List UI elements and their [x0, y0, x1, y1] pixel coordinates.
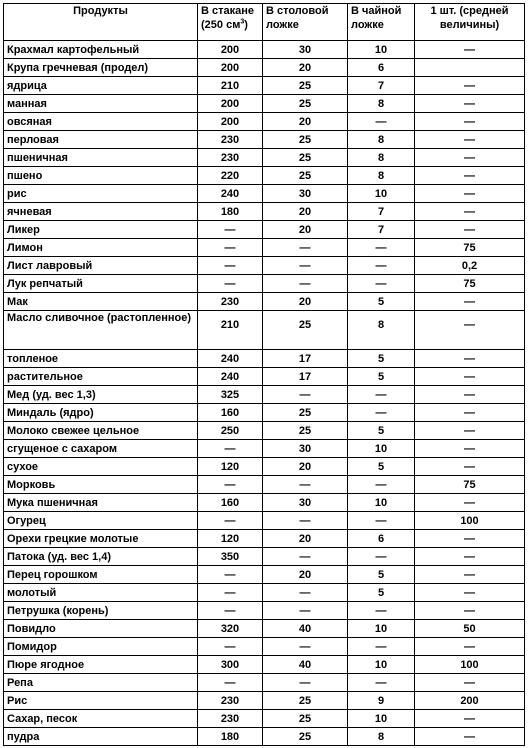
product-name: Огурец	[4, 512, 198, 530]
cup-value: —	[198, 257, 263, 275]
product-name: ячневая	[4, 203, 198, 221]
teaspoon-value: 8	[348, 131, 415, 149]
piece-value: —	[415, 95, 525, 113]
table-row	[4, 404, 525, 422]
tablespoon-value: 25	[263, 77, 348, 95]
table-row	[4, 386, 525, 404]
product-name: Мак	[4, 293, 198, 311]
table-row	[4, 602, 525, 620]
cup-value: 200	[198, 59, 263, 77]
cup-value: 160	[198, 404, 263, 422]
product-name: Ликер	[4, 221, 198, 239]
piece-value: —	[415, 710, 525, 728]
table-row	[4, 476, 525, 494]
teaspoon-value: 10	[348, 656, 415, 674]
product-name: пшено	[4, 167, 198, 185]
table-row	[4, 422, 525, 440]
piece-value	[415, 59, 525, 77]
table-row	[4, 512, 525, 530]
piece-value: —	[415, 350, 525, 368]
cup-value: 160	[198, 494, 263, 512]
teaspoon-value: 6	[348, 59, 415, 77]
product-name: Рис	[4, 692, 198, 710]
product-name: топленое	[4, 350, 198, 368]
piece-value: —	[415, 311, 525, 350]
cup-value: 180	[198, 203, 263, 221]
tablespoon-value: 30	[263, 440, 348, 458]
cup-value: 180	[198, 728, 263, 746]
piece-value: 100	[415, 512, 525, 530]
cup-value: 210	[198, 311, 263, 350]
tablespoon-value: —	[263, 584, 348, 602]
cup-value: 230	[198, 149, 263, 167]
cup-value: 230	[198, 710, 263, 728]
cup-value: 240	[198, 368, 263, 386]
cup-value: 200	[198, 95, 263, 113]
tablespoon-value: 25	[263, 404, 348, 422]
product-name: овсяная	[4, 113, 198, 131]
cup-value: 230	[198, 293, 263, 311]
product-name: сухое	[4, 458, 198, 476]
tablespoon-value: —	[263, 548, 348, 566]
table-row	[4, 548, 525, 566]
header-cup: В стакане (250 $см^3$)	[198, 4, 263, 41]
tablespoon-value: —	[263, 257, 348, 275]
teaspoon-value: —	[348, 239, 415, 257]
tablespoon-value: 25	[263, 95, 348, 113]
teaspoon-value: 10	[348, 620, 415, 638]
product-name: манная	[4, 95, 198, 113]
piece-value: —	[415, 422, 525, 440]
header-teaspoon: В чайной ложке	[348, 4, 415, 41]
teaspoon-value: 10	[348, 494, 415, 512]
tablespoon-value: —	[263, 386, 348, 404]
product-name: Молоко свежее цельное	[4, 422, 198, 440]
piece-value: —	[415, 203, 525, 221]
table-row	[4, 185, 525, 203]
cup-value: —	[198, 275, 263, 293]
cup-value: 325	[198, 386, 263, 404]
cup-value: 300	[198, 656, 263, 674]
piece-value: 100	[415, 656, 525, 674]
teaspoon-value: —	[348, 257, 415, 275]
teaspoon-value: 10	[348, 185, 415, 203]
product-name: перловая	[4, 131, 198, 149]
tablespoon-value: 17	[263, 368, 348, 386]
product-name: Крахмал картофельный	[4, 41, 198, 59]
tablespoon-value: —	[263, 638, 348, 656]
tablespoon-value: 20	[263, 566, 348, 584]
table-row	[4, 293, 525, 311]
table-row	[4, 167, 525, 185]
table-row	[4, 440, 525, 458]
table-row	[4, 59, 525, 77]
teaspoon-value: 5	[348, 293, 415, 311]
piece-value: —	[415, 566, 525, 584]
tablespoon-value: —	[263, 674, 348, 692]
product-name: Повидло	[4, 620, 198, 638]
tablespoon-value: —	[263, 602, 348, 620]
product-name: молотый	[4, 584, 198, 602]
cup-value: 320	[198, 620, 263, 638]
teaspoon-value: 8	[348, 167, 415, 185]
table-row	[4, 728, 525, 746]
teaspoon-value: —	[348, 404, 415, 422]
piece-value: 50	[415, 620, 525, 638]
table-row	[4, 368, 525, 386]
teaspoon-value: 5	[348, 422, 415, 440]
cup-value: 200	[198, 113, 263, 131]
table-row	[4, 494, 525, 512]
teaspoon-value: 8	[348, 311, 415, 350]
piece-value: 200	[415, 692, 525, 710]
table-row	[4, 113, 525, 131]
piece-value: —	[415, 458, 525, 476]
teaspoon-value: 8	[348, 95, 415, 113]
tablespoon-value: 25	[263, 710, 348, 728]
tablespoon-value: 25	[263, 311, 348, 350]
table-row	[4, 275, 525, 293]
cup-value: 210	[198, 77, 263, 95]
piece-value: 75	[415, 476, 525, 494]
teaspoon-value: —	[348, 386, 415, 404]
table-row	[4, 692, 525, 710]
product-name: Репа	[4, 674, 198, 692]
tablespoon-value: 25	[263, 692, 348, 710]
cup-value: —	[198, 602, 263, 620]
tablespoon-value: 25	[263, 149, 348, 167]
cup-value: 350	[198, 548, 263, 566]
teaspoon-value: 10	[348, 710, 415, 728]
teaspoon-value: 5	[348, 350, 415, 368]
table-row	[4, 41, 525, 59]
product-name: Лимон	[4, 239, 198, 257]
tablespoon-value: 25	[263, 167, 348, 185]
tablespoon-value: 17	[263, 350, 348, 368]
product-name: Крупа гречневая (продел)	[4, 59, 198, 77]
table-row	[4, 221, 525, 239]
tablespoon-value: 30	[263, 185, 348, 203]
cup-value: —	[198, 638, 263, 656]
teaspoon-value: —	[348, 476, 415, 494]
teaspoon-value: —	[348, 602, 415, 620]
product-name: Помидор	[4, 638, 198, 656]
tablespoon-value: 20	[263, 203, 348, 221]
product-name: Масло сливочное (растопленное)	[4, 311, 198, 350]
cup-value: —	[198, 584, 263, 602]
table-body	[4, 41, 525, 746]
cup-value: —	[198, 566, 263, 584]
product-name: ядрица	[4, 77, 198, 95]
tablespoon-value: 25	[263, 422, 348, 440]
product-name: пшеничная	[4, 149, 198, 167]
product-name: Лист лавровый	[4, 257, 198, 275]
measures-document	[3, 3, 524, 746]
cup-value: 240	[198, 185, 263, 203]
product-name: Пюре ягодное	[4, 656, 198, 674]
piece-value: —	[415, 131, 525, 149]
piece-value: 75	[415, 275, 525, 293]
piece-value: —	[415, 638, 525, 656]
teaspoon-value: 7	[348, 77, 415, 95]
teaspoon-value: 5	[348, 566, 415, 584]
piece-value: —	[415, 584, 525, 602]
product-name: Орехи грецкие молотые	[4, 530, 198, 548]
product-name: Петрушка (корень)	[4, 602, 198, 620]
teaspoon-value: 8	[348, 728, 415, 746]
piece-value: —	[415, 167, 525, 185]
cup-value: 200	[198, 41, 263, 59]
table-row	[4, 257, 525, 275]
cup-value: —	[198, 512, 263, 530]
piece-value: —	[415, 494, 525, 512]
cup-value: 230	[198, 131, 263, 149]
cup-value: —	[198, 440, 263, 458]
tablespoon-value: —	[263, 275, 348, 293]
piece-value: —	[415, 293, 525, 311]
table-row	[4, 584, 525, 602]
table-row	[4, 530, 525, 548]
piece-value: —	[415, 368, 525, 386]
table-row	[4, 620, 525, 638]
piece-value: —	[415, 404, 525, 422]
header-product: Продукты	[4, 4, 198, 41]
teaspoon-value: —	[348, 674, 415, 692]
piece-value: —	[415, 221, 525, 239]
cup-value: 240	[198, 350, 263, 368]
table-row	[4, 95, 525, 113]
teaspoon-value: 10	[348, 41, 415, 59]
piece-value: —	[415, 113, 525, 131]
product-name: Перец горошком	[4, 566, 198, 584]
teaspoon-value: 7	[348, 221, 415, 239]
tablespoon-value: 30	[263, 494, 348, 512]
cup-value: —	[198, 221, 263, 239]
table-row	[4, 458, 525, 476]
table-row	[4, 203, 525, 221]
teaspoon-value: 5	[348, 458, 415, 476]
header-tablespoon: В столовой ложке	[263, 4, 348, 41]
tablespoon-value: 30	[263, 41, 348, 59]
cup-value: 220	[198, 167, 263, 185]
cup-value: 120	[198, 458, 263, 476]
piece-value: —	[415, 530, 525, 548]
product-name: Морковь	[4, 476, 198, 494]
product-name: растительное	[4, 368, 198, 386]
teaspoon-value: 5	[348, 584, 415, 602]
product-name: Мука пшеничная	[4, 494, 198, 512]
table-row	[4, 674, 525, 692]
table-row	[4, 311, 525, 350]
tablespoon-value: 20	[263, 458, 348, 476]
tablespoon-value: 20	[263, 530, 348, 548]
table-row	[4, 131, 525, 149]
product-name: Мед (уд. вес 1,3)	[4, 386, 198, 404]
tablespoon-value: 20	[263, 221, 348, 239]
cup-value: —	[198, 239, 263, 257]
piece-value: —	[415, 440, 525, 458]
piece-value: —	[415, 602, 525, 620]
piece-value: —	[415, 548, 525, 566]
tablespoon-value: —	[263, 512, 348, 530]
piece-value: —	[415, 185, 525, 203]
teaspoon-value: —	[348, 548, 415, 566]
tablespoon-value: —	[263, 476, 348, 494]
teaspoon-value: 6	[348, 530, 415, 548]
tablespoon-value: 20	[263, 59, 348, 77]
tablespoon-value: 20	[263, 293, 348, 311]
tablespoon-value: —	[263, 239, 348, 257]
header-row	[4, 4, 525, 41]
table-row	[4, 350, 525, 368]
tablespoon-value: 25	[263, 131, 348, 149]
teaspoon-value: —	[348, 113, 415, 131]
tablespoon-value: 25	[263, 728, 348, 746]
table-row	[4, 566, 525, 584]
tablespoon-value: 40	[263, 620, 348, 638]
piece-value: —	[415, 77, 525, 95]
piece-value: 75	[415, 239, 525, 257]
teaspoon-value: 9	[348, 692, 415, 710]
cup-value: 250	[198, 422, 263, 440]
table-row	[4, 149, 525, 167]
table-row	[4, 638, 525, 656]
product-name: Сахар, песок	[4, 710, 198, 728]
teaspoon-value: 7	[348, 203, 415, 221]
teaspoon-value: —	[348, 512, 415, 530]
piece-value: —	[415, 728, 525, 746]
cup-value: —	[198, 476, 263, 494]
teaspoon-value: —	[348, 275, 415, 293]
tablespoon-value: 20	[263, 113, 348, 131]
product-name: сгущеное с сахаром	[4, 440, 198, 458]
product-name: пудра	[4, 728, 198, 746]
cup-value: 230	[198, 692, 263, 710]
product-name: Патока (уд. вес 1,4)	[4, 548, 198, 566]
piece-value: —	[415, 41, 525, 59]
teaspoon-value: 8	[348, 149, 415, 167]
table-row	[4, 710, 525, 728]
measures-table	[3, 3, 525, 746]
piece-value: —	[415, 674, 525, 692]
piece-value: —	[415, 386, 525, 404]
tablespoon-value: 40	[263, 656, 348, 674]
table-row	[4, 656, 525, 674]
table-row	[4, 239, 525, 257]
piece-value: 0,2	[415, 257, 525, 275]
table-row	[4, 77, 525, 95]
product-name: рис	[4, 185, 198, 203]
cup-value: 120	[198, 530, 263, 548]
teaspoon-value: 10	[348, 440, 415, 458]
product-name: Лук репчатый	[4, 275, 198, 293]
teaspoon-value: 5	[348, 368, 415, 386]
piece-value: —	[415, 149, 525, 167]
cup-value: —	[198, 674, 263, 692]
product-name: Миндаль (ядро)	[4, 404, 198, 422]
teaspoon-value: —	[348, 638, 415, 656]
header-piece: 1 шт. (средней величины)	[415, 4, 525, 41]
